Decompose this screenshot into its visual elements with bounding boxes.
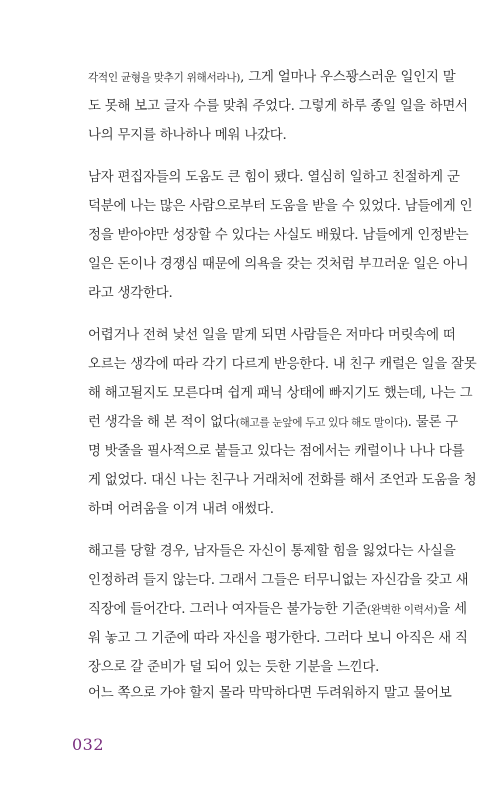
text-run: 인정하려 들지 않는다. 그래서 그들은 터무니없는 자신감을 갖고 새 xyxy=(88,573,469,588)
text-run: 하며 어려움을 이겨 내려 애썼다. xyxy=(88,502,274,517)
text-run: 명 밧줄을 필사적으로 붙들고 있다는 점에서는 캐럴이나 나나 다를 xyxy=(88,444,465,459)
text-run: 어렵거나 전혀 낯선 일을 맡게 되면 사람들은 저마다 머릿속에 떠 xyxy=(88,328,456,343)
text-line xyxy=(88,500,274,520)
text-line xyxy=(88,571,468,591)
text-line xyxy=(88,168,460,188)
text-line xyxy=(88,255,468,275)
text-line xyxy=(88,226,468,246)
text-run: 해 해고될지도 모른다며 쉽게 패닉 상태에 빠지기도 했는데, 나는 그 xyxy=(88,386,473,401)
text-run: (해고를 눈앞에 두고 있다 해도 말이다) xyxy=(235,417,408,429)
text-run: 나의 무지를 하나하나 메워 나갔다. xyxy=(88,128,287,143)
page-number: 032 xyxy=(72,735,105,754)
text-line xyxy=(88,355,476,375)
text-run: 각적인 균형을 맞추기 위해서라나) xyxy=(88,72,241,84)
text-line xyxy=(88,284,173,304)
text-run: 해고를 당할 경우, 남자들은 자신이 통제할 힘을 잃었다는 사실을 xyxy=(88,544,456,559)
text-line xyxy=(88,126,287,146)
text-line xyxy=(88,442,464,462)
text-line xyxy=(88,97,468,117)
text-run: 라고 생각한다. xyxy=(88,286,173,301)
text-run: (완벽한 이력서) xyxy=(367,604,438,616)
text-line xyxy=(88,384,472,404)
text-run: 도 못해 보고 글자 수를 맞춰 주었다. 그렇게 하루 종일 일을 하면서 xyxy=(88,99,468,114)
text-run: 게 없었다. 대신 나는 친구나 거래처에 전화를 해서 조언과 도움을 청 xyxy=(88,473,477,488)
text-line xyxy=(88,197,472,217)
text-run: . 물론 구 xyxy=(407,415,459,430)
text-run: 직장에 들어간다. 그러나 여자들은 불가능한 기준 xyxy=(88,602,368,617)
text-line xyxy=(88,542,456,562)
text-line xyxy=(88,326,456,346)
text-line xyxy=(88,629,468,649)
text-run: 런 생각을 해 본 적이 없다 xyxy=(88,415,236,430)
text-run: 워 놓고 그 기준에 따라 자신을 평가한다. 그러다 보니 아직은 새 직 xyxy=(88,631,468,646)
text-line xyxy=(88,684,452,704)
text-run: 을 세 xyxy=(437,602,467,617)
text-run: 일은 돈이나 경쟁심 때문에 의욕을 갖는 것처럼 부끄러운 일은 아니 xyxy=(88,257,469,272)
text-run: 남자 편집자들의 도움도 큰 힘이 됐다. 열심히 일하고 친절하게 군 xyxy=(88,170,460,185)
text-line xyxy=(88,413,458,433)
text-run: 덕분에 나는 많은 사람으로부터 도움을 받을 수 있었다. 남들에게 인 xyxy=(88,199,473,214)
text-run: 장으로 갈 준비가 덜 되어 있는 듯한 기분을 느낀다. xyxy=(88,660,380,675)
text-run: 오르는 생각에 따라 각기 다르게 반응한다. 내 친구 캐럴은 일을 잘못 xyxy=(88,357,477,372)
text-line xyxy=(88,658,379,678)
text-line xyxy=(88,471,476,491)
text-run: 어느 쪽으로 가야 할지 몰라 막막하다면 두려워하지 말고 물어보 xyxy=(88,686,452,701)
text-run: , 그게 얼마나 우스꽝스러운 일인지 말 xyxy=(240,70,456,85)
text-line xyxy=(88,68,455,88)
text-run: 정을 받아야만 성장할 수 있다는 사실도 배웠다. 남들에게 인정받는 xyxy=(88,228,469,243)
text-line xyxy=(88,600,467,620)
